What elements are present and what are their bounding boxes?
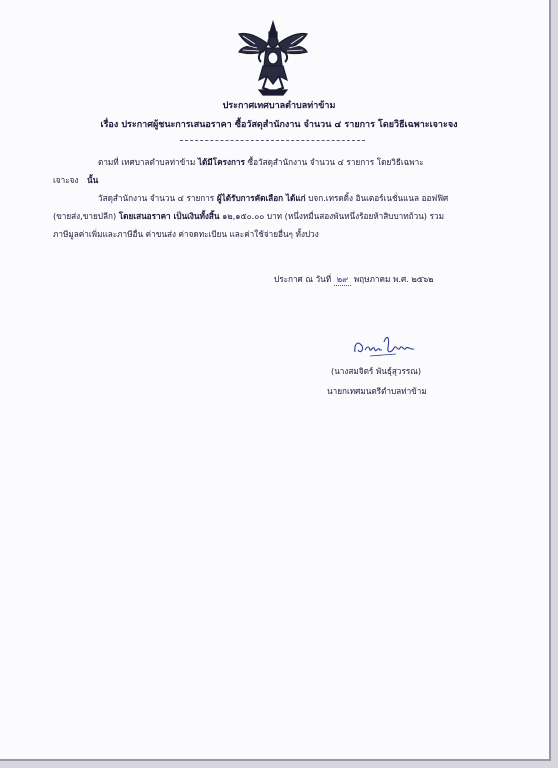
p2-text-l1b: ผู้ได้รับการคัดเลือก ได้แก่ bbox=[216, 193, 306, 203]
handwritten-signature bbox=[350, 332, 425, 362]
p2-text-l2b: โดยเสนอราคา เป็นเงินทั้งสิ้น bbox=[118, 211, 220, 221]
signer-title: นายกเทศมนตรีตำบลท่าข้าม bbox=[327, 386, 427, 396]
p2-text-l2a: (ขายส่ง,ขายปลีก) bbox=[53, 211, 117, 221]
subject-prefix: เรื่อง ประกาศผู้ชนะการเสนอราคา bbox=[100, 120, 232, 130]
announce-date bbox=[274, 274, 434, 286]
document-heading: ประกาศเทศบาลตำบลท่าข้าม bbox=[222, 101, 336, 111]
paragraph2-line3: ภาษีมูลค่าเพิ่มและภาษีอื่น ค่าขนส่ง ค่าจดทะเบียน และค่าใช้จ่ายอื่นๆ ทั้งปวง bbox=[53, 229, 319, 239]
p2-text-l2c: ๑๒,๑๕๐.๐๐ บาท (หนึ่งหมื่นสองพันหนึ่งร้อยห้าสิบบาทถ้วน) รวม bbox=[222, 211, 444, 221]
separator-line bbox=[180, 140, 365, 141]
p2-text-l1a: วัสดุสำนักงาน จำนวน ๔ รายการ bbox=[98, 193, 215, 203]
p1-text-c: ซื้อวัสดุสำนักงาน จำนวน ๔ รายการ โดยวิธีเฉพาะ bbox=[247, 157, 424, 167]
document-subject bbox=[0, 117, 558, 131]
p1-text-b: ได้มีโครงการ bbox=[197, 157, 245, 167]
p2-text-l1c: บจก.เทรดดิ้ง อินเตอร์เนชั่นแนล ออฟฟิศ bbox=[308, 193, 449, 203]
paragraph2-line2 bbox=[53, 211, 444, 222]
signer-name: (นางสมจิตร์ พันธุ์สุวรรณ) bbox=[331, 366, 422, 376]
garuda-emblem bbox=[233, 18, 313, 98]
p1-text-d: เจาะจง bbox=[53, 175, 79, 185]
paragraph1-line2 bbox=[53, 175, 98, 186]
subject-detail: ซื้อวัสดุสำนักงาน จำนวน ๔ รายการ โดยวิธีเฉพาะเจาะจง bbox=[234, 120, 458, 130]
p1-text-a: ตามที่ เทศบาลตำบลท่าข้าม bbox=[98, 157, 196, 167]
announce-prefix: ประกาศ ณ วันที่ bbox=[274, 274, 332, 284]
announce-day: ๒๙ bbox=[334, 274, 351, 286]
paragraph1-line1 bbox=[98, 157, 424, 168]
announce-month-year: พฤษภาคม พ.ศ. ๒๕๖๒ bbox=[353, 274, 434, 284]
paragraph2-line1 bbox=[98, 193, 448, 204]
p1-text-e: นั้น bbox=[87, 175, 99, 185]
